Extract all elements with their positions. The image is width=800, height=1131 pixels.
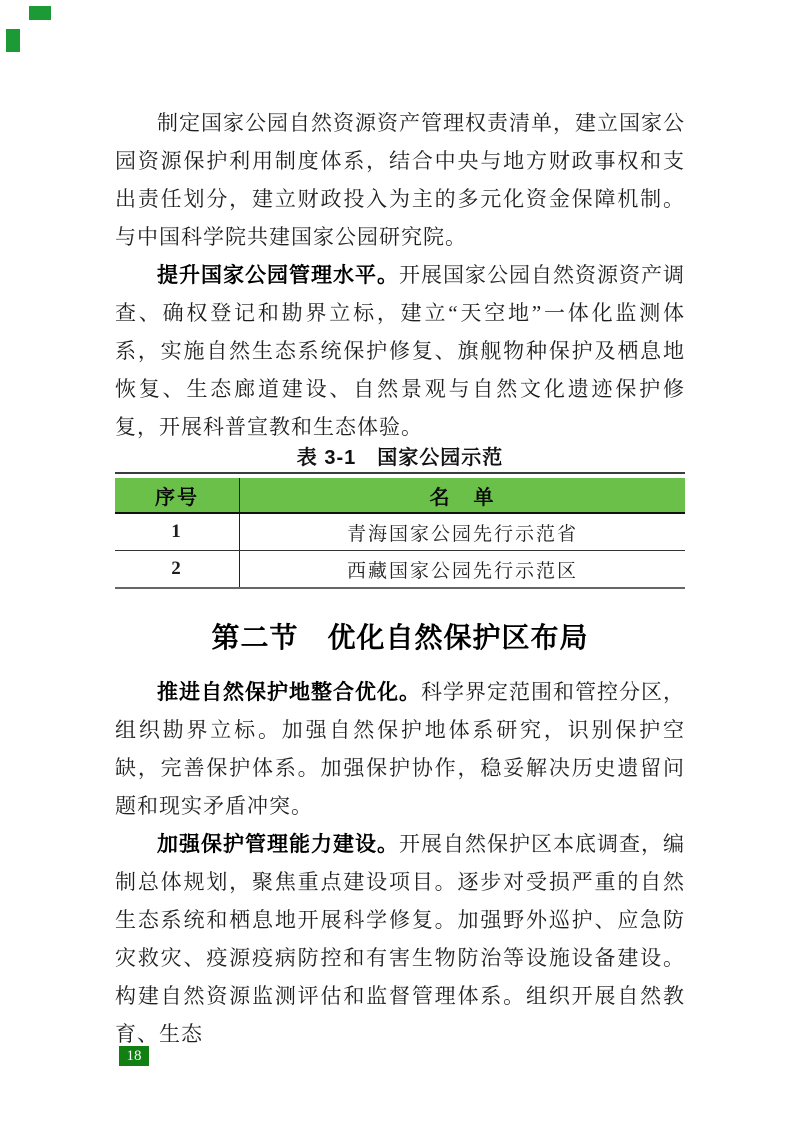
cell-serial-number: 1: [115, 514, 240, 550]
table-header-row: [115, 478, 685, 514]
paragraph-1-text: 制定国家公园自然资源资产管理权责清单，建立国家公园资源保护利用制度体系，结合中央与地方财政事权和支出责任划分，建立财政投入为主的多元化资金保障机制。与中国科学院共建国家公园研究院。: [115, 111, 685, 249]
paragraph-3-text: 科学界定范围和管控分区，组织勘界立标。加强自然保护地体系研究，识别保护空缺，完善保护体系。加强保护协作，稳妥解决历史遗留问题和现实矛盾冲突。: [115, 680, 685, 818]
page-number-badge: 18: [119, 1046, 149, 1066]
page-content: [115, 104, 685, 1053]
cell-serial-number: 2: [115, 551, 240, 587]
body-paragraph-4: [115, 825, 685, 1053]
header-cell-name-list: 名 单: [429, 486, 496, 509]
cell-name: 青海国家公园先行示范省: [346, 523, 578, 545]
paragraph-2-bold-lead: 提升国家公园管理水平。: [157, 263, 399, 287]
corner-mark-horizontal: [29, 6, 51, 20]
body-paragraph-2: [115, 256, 685, 446]
national-park-demo-table: [115, 472, 685, 589]
body-paragraph-3: [115, 673, 685, 825]
corner-mark-vertical: [6, 29, 20, 52]
table-caption: 表 3-1 国家公园示范: [296, 447, 504, 469]
table-row: [115, 514, 685, 551]
paragraph-2-text: 开展国家公园自然资源资产调查、确权登记和勘界立标，建立“天空地”一体化监测体系，实施自然生态系统保护修复、旗舰物种保护及栖息地恢复、生态廊道建设、自然景观与自然文化遗迹保护修复，开展科普宣教和生态体验。: [115, 263, 685, 439]
paragraph-4-bold-lead: 加强保护管理能力建设。: [157, 832, 399, 856]
table-row: [115, 551, 685, 589]
paragraph-3-bold-lead: 推进自然保护地整合优化。: [157, 680, 421, 704]
header-cell-serial-number: 序号: [115, 478, 240, 512]
section-heading: 第二节 优化自然保护区布局: [211, 622, 589, 653]
paragraph-4-text: 开展自然保护区本底调查，编制总体规划，聚焦重点建设项目。逐步对受损严重的自然生态系统和栖息地开展科学修复。加强野外巡护、应急防灾救灾、疫源疫病防控和有害生物防治等设施设备建设。构建自然资源监测评估和监督管理体系。组织开展自然教育、生态: [115, 832, 685, 1046]
cell-name: 西藏国家公园先行示范区: [346, 560, 578, 582]
body-paragraph-1: [115, 104, 685, 256]
